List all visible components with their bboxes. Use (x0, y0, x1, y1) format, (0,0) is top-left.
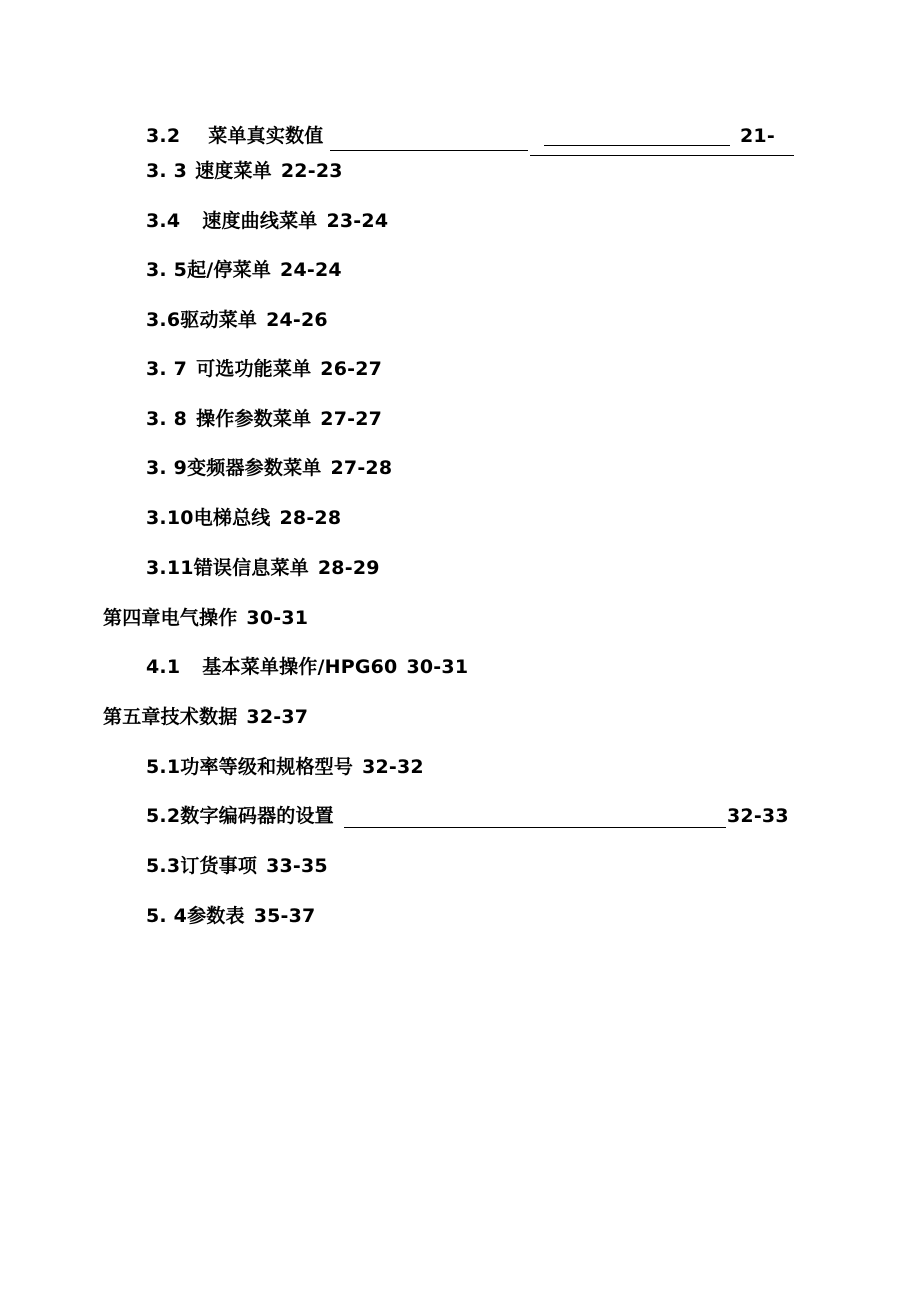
toc-entry-number: 3.10 (146, 507, 194, 529)
leader-line (330, 125, 528, 151)
toc-entry-3-10[interactable] (146, 505, 341, 531)
toc-entry-pages: 32-33 (727, 805, 789, 827)
toc-entry-pages: 28-28 (279, 507, 342, 529)
toc-entry-title: 可选功能菜单 (196, 358, 312, 380)
toc-entry-pages: 27-27 (320, 408, 383, 430)
toc-chapter-pages: 32-37 (246, 706, 309, 728)
toc-entry-title: 变频器参数菜单 (187, 457, 322, 479)
toc-entry-title: 驱动菜单 (180, 309, 258, 331)
toc-entry-3-9[interactable] (146, 455, 392, 481)
toc-entry-number: 5.1 (146, 756, 181, 778)
toc-entry-title: 错误信息菜单 (193, 557, 309, 579)
toc-entry-number: 3. 9 (146, 457, 188, 479)
toc-entry-3-4[interactable] (146, 208, 388, 234)
toc-entry-number: 3.4 (146, 210, 181, 232)
toc-chapter-title: 第四章电气操作 (103, 607, 238, 629)
toc-entry-3-5[interactable] (146, 257, 342, 283)
toc-chapter-4[interactable] (103, 605, 308, 631)
toc-entry-5-2[interactable] (146, 803, 334, 829)
toc-entry-pages: 26-27 (320, 358, 383, 380)
toc-entry-pages: 35-37 (253, 905, 316, 927)
toc-entry-3-6[interactable] (146, 307, 328, 333)
toc-entry-number: 3.2 (146, 125, 181, 147)
toc-entry-pages: 32-32 (362, 756, 424, 778)
toc-entry-4-1[interactable] (146, 654, 468, 680)
toc-entry-3-11[interactable] (146, 555, 380, 581)
toc-entry-title: 功率等级和规格型号 (180, 756, 354, 778)
toc-entry-3-2[interactable] (146, 123, 323, 149)
toc-entry-pages: 33-35 (266, 855, 328, 877)
toc-entry-title: 起/停菜单 (187, 259, 272, 281)
toc-entry-title: 速度菜单 (195, 160, 272, 182)
toc-entry-3-7[interactable] (146, 356, 382, 382)
toc-entry-pages: 21- (740, 125, 775, 147)
toc-entry-number: 3. 8 (146, 408, 188, 430)
toc-entry-number: 5.2 (146, 805, 181, 827)
toc-chapter-5[interactable] (103, 704, 308, 730)
toc-chapter-pages: 30-31 (246, 607, 309, 629)
toc-entry-number: 3.11 (146, 557, 194, 579)
rule-line (530, 130, 794, 156)
toc-entry-3-8[interactable] (146, 406, 382, 432)
toc-entry-5-3[interactable] (146, 853, 328, 879)
toc-chapter-title: 第五章技术数据 (103, 706, 238, 728)
toc-entry-title: 数字编码器的设置 (180, 805, 334, 827)
toc-entry-number: 3. 3 (146, 160, 188, 182)
leader-line (344, 803, 726, 828)
toc-entry-number: 3. 5 (146, 259, 188, 281)
toc-entry-5-1[interactable] (146, 754, 424, 780)
toc-entry-title: 参数表 (187, 905, 245, 927)
toc-entry-title: 电梯总线 (193, 507, 271, 529)
toc-entry-pages: 24-24 (280, 259, 342, 281)
toc-entry-number: 5.3 (146, 855, 181, 877)
toc-entry-pages: 30-31 (406, 656, 469, 678)
toc-entry-title: 基本菜单操作/HPG60 (202, 656, 398, 678)
toc-entry-pages: 27-28 (330, 457, 393, 479)
toc-entry-number: 5. 4 (146, 905, 188, 927)
toc-entry-5-4[interactable] (146, 903, 315, 929)
toc-entry-title: 订货事项 (180, 855, 258, 877)
toc-entry-number: 4.1 (146, 656, 181, 678)
toc-entry-title: 速度曲线菜单 (202, 210, 318, 232)
toc-entry-pages: 28-29 (317, 557, 380, 579)
toc-entry-title: 操作参数菜单 (196, 408, 312, 430)
toc-entry-3-3[interactable] (146, 158, 343, 184)
toc-entry-pages: 22-23 (280, 160, 343, 182)
toc-entry-number: 3. 7 (146, 358, 188, 380)
toc-entry-pages: 23-24 (326, 210, 389, 232)
toc-entry-number: 3.6 (146, 309, 181, 331)
toc-entry-pages: 24-26 (266, 309, 328, 331)
toc-entry-title: 菜单真实数值 (208, 125, 324, 147)
